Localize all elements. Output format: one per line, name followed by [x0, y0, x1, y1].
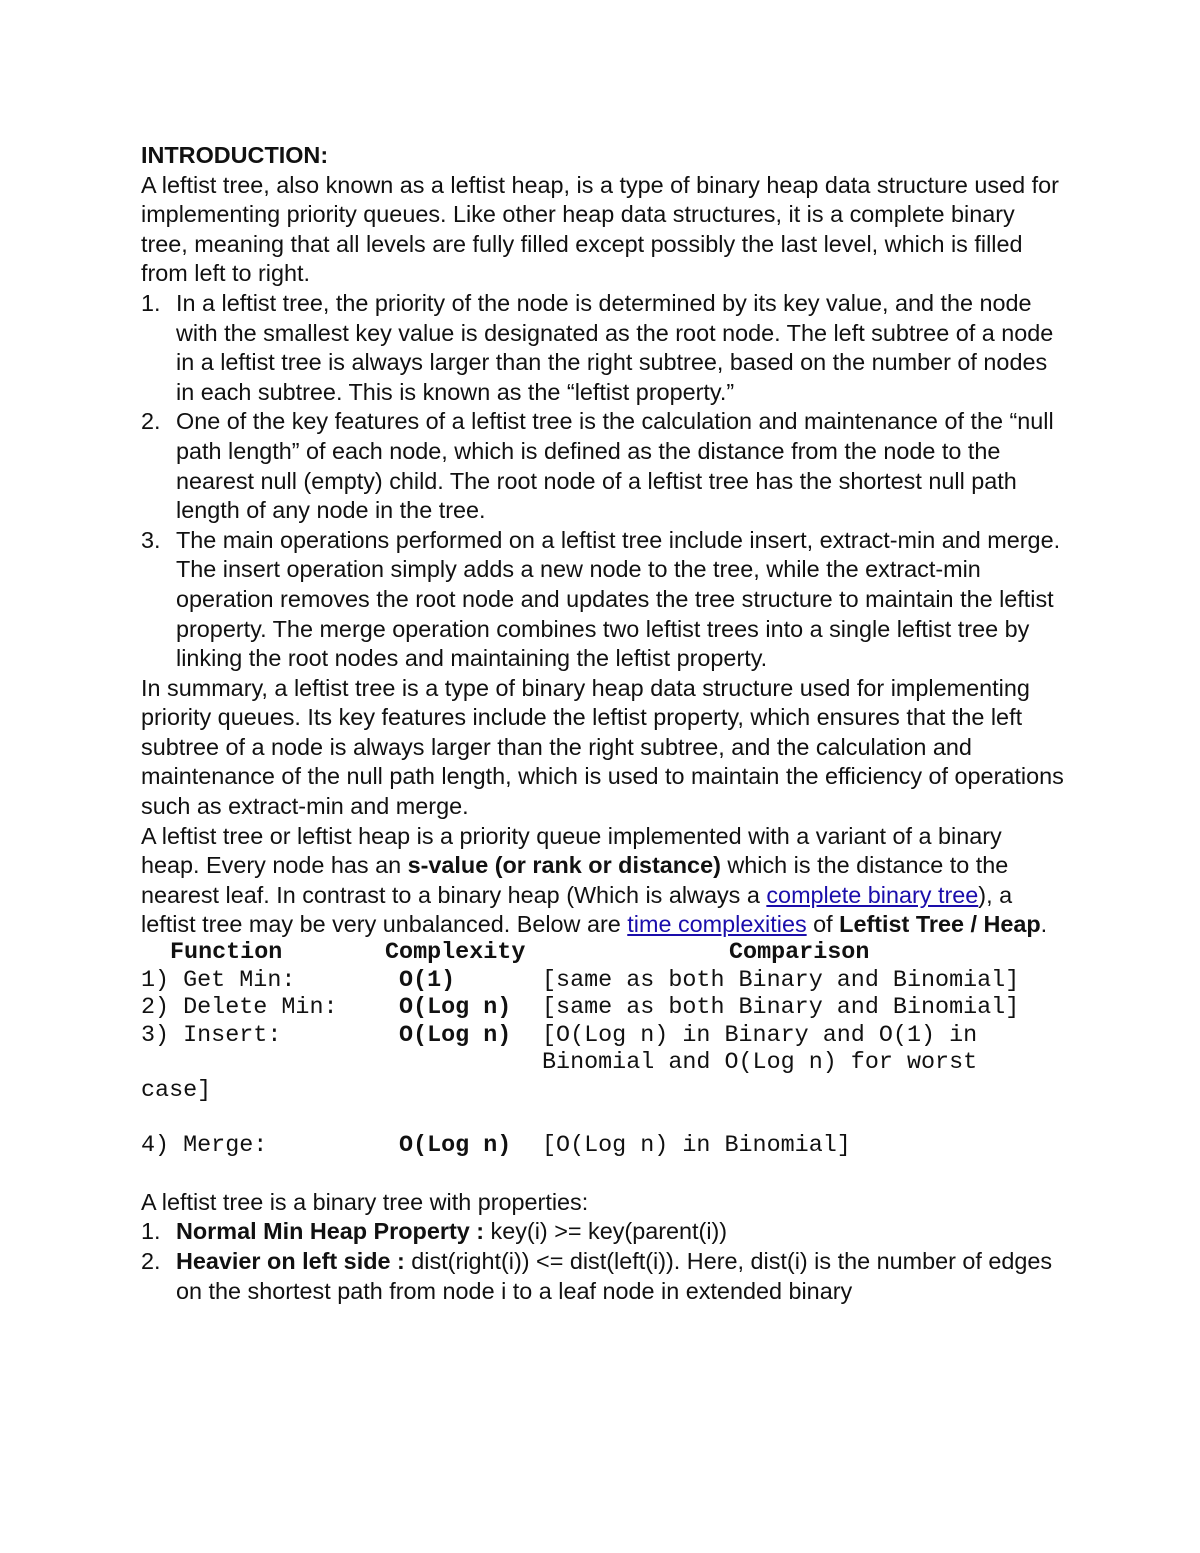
properties-list [141, 1217, 1066, 1306]
table-row: 3) Insert: O(Log n) [O(Log n) in Binary and O(1) in Binomial and O(Log n) for worst case] [141, 1022, 978, 1104]
s-value-term: s-value (or rank or distance) [407, 852, 721, 879]
time-complexities-link[interactable]: time complexities [627, 911, 807, 938]
properties-intro: A leftist tree is a binary tree with properties: [141, 1188, 589, 1215]
section-heading: INTRODUCTION: [141, 142, 329, 168]
leftist-heap-term: Leftist Tree / Heap [839, 911, 1041, 938]
table-header-function: Function [170, 940, 283, 967]
complexity-table [141, 940, 1066, 1161]
rank-paragraph: A leftist tree or leftist heap is a priority queue implemented with a variant of a binary heap. Every node has an s-value (or rank or distance) which is the distance to the nearest leaf. In contrast to a binary heap (Which is always a complete binary tree), a leftist tree may be very unbalanced. Below are time complexities of Leftist Tree / Heap. [141, 822, 1048, 938]
key-points-list [141, 289, 1066, 674]
list-item: 2. Heavier on left side : dist(right(i)) <= dist(left(i)). Here, dist(i) is the number of edges on the shortest path from node i to a leaf node in extended binary [141, 1247, 1053, 1304]
table-row: 4) Merge: O(Log n) [O(Log n) in Binomial] [141, 1133, 851, 1160]
table-header-complexity: Complexity [385, 940, 526, 967]
document-page [141, 141, 1066, 1306]
intro-paragraph: A leftist tree, also known as a leftist heap, is a type of binary heap data structure used for implementing priority queues. Like other heap data structures, it is a complete binary tree, meaning that all levels are fully filled except possibly the last level, which is filled from left to right. [141, 171, 1059, 287]
table-row: 2) Delete Min: O(Log n) [same as both Binary and Binomial] [141, 995, 1020, 1022]
list-item: 1. Normal Min Heap Property : key(i) >= key(parent(i)) [141, 1218, 728, 1245]
complete-binary-tree-link[interactable]: complete binary tree [766, 881, 979, 908]
table-header-comparison: Comparison [729, 940, 870, 967]
summary-paragraph: In summary, a leftist tree is a type of binary heap data structure used for implementing priority queues. Its key features include the leftist property, which ensures that the left subtree of a node is always larger than the right subtree, and the calculation and maintenance of the null path length, which is used to maintain the efficiency of operations such as extract-min and merge. [141, 674, 1064, 820]
list-item: 3. The main operations performed on a leftist tree include insert, extract-min and merge. The insert operation simply adds a new node to the tree, while the extract-min operation removes the root node and updates the tree structure to maintain the leftist property. The merge operation combines two leftist trees into a single leftist tree by linking the root nodes and maintaining the leftist property. [141, 526, 1061, 672]
list-item: 1. In a leftist tree, the priority of the node is determined by its key value, and the node with the smallest key value is designated as the root node. The left subtree of a node in a leftist tree is always larger than the right subtree, based on the number of nodes in each subtree. This is known as the “leftist property.” [141, 289, 1054, 405]
list-item: 2. One of the key features of a leftist tree is the calculation and maintenance of the “null path length” of each node, which is defined as the distance from the node to the nearest null (empty) child. The root node of a leftist tree has the shortest null path length of any node in the tree. [141, 408, 1054, 524]
table-row: 1) Get Min: O(1) [same as both Binary and Binomial] [141, 967, 1020, 994]
